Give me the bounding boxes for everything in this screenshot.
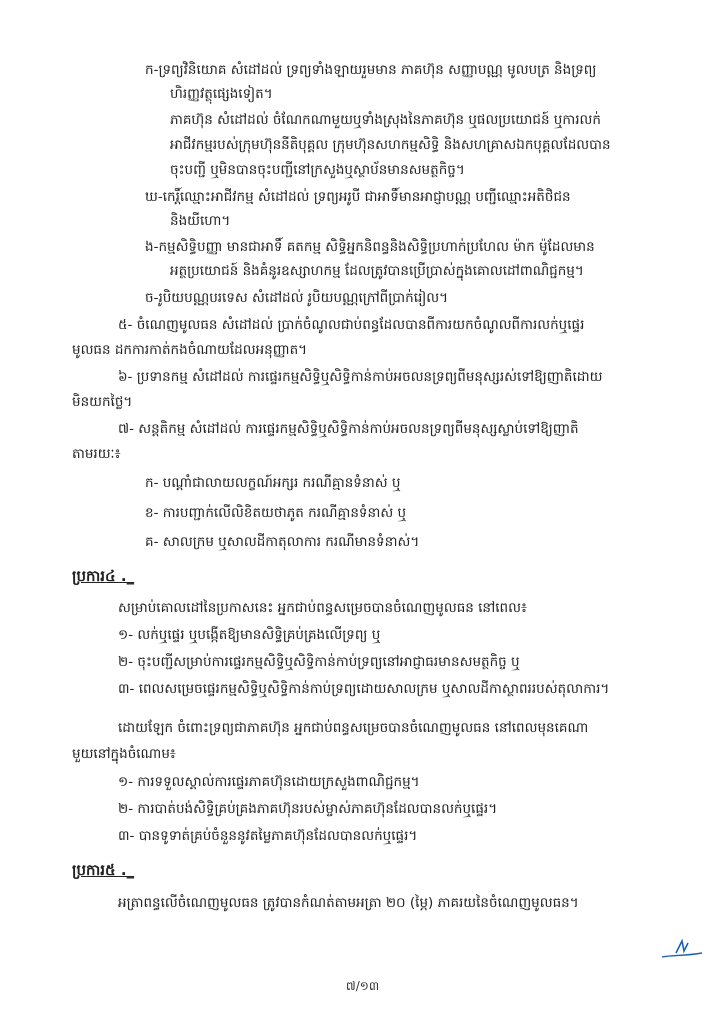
item-ngo: ង-កម្មសិទ្ធិបញ្ញា មានជាអាទិ៍ គតកម្ម សិទ្ធិអ្នកនិពន្ធនិងសិទ្ធិប្រហាក់ប្រហែល ម៉ាក ម៉ូដែលមាន (145, 239, 595, 255)
item-cha: ច-រូបិយបណ្ណបរទេស សំដៅដល់ រូបិយបណ្ណក្រៅពីប្រាក់រៀល។ (145, 290, 449, 306)
initial-signature-icon (660, 935, 704, 961)
article-4-special-cont: មួយនៅក្នុងចំណោម៖ (72, 746, 176, 762)
definition-7: ៧- សន្តតិកម្ម សំដៅដល់ ការផ្ទេរកម្មសិទ្ធិឬសិទ្ធិកាន់កាប់អចលនទ្រព្យពីមនុស្សស្លាប់ទៅឱ្យញាតិ (118, 421, 579, 437)
shares-definition-3: ចុះបញ្ជី ឬមិនបានចុះបញ្ជីនៅក្រសួងឬស្ថាប័នមានសមត្ថកិច្ច។ (170, 162, 465, 178)
article-4-heading: ប្រការ៤ ._ (72, 567, 135, 585)
shares-definition-2: អាជីវកម្មរបស់ក្រុមហ៊ុននីតិបុគ្គល ក្រុមហ៊ុនសហកម្មសិទ្ធិ និងសហគ្រាសឯកបុគ្គលដែលបាន (170, 137, 611, 153)
article-4-share-item-3: ៣- បានទូទាត់គ្រប់ចំនួននូវតម្លៃភាគហ៊ុនដែលបានលក់ឬផ្ទេរ។ (118, 828, 418, 844)
item-kho-cont: និងយីហោ។ (170, 213, 231, 229)
article-4-item-1: ១- លក់ឬផ្ទេរ ឬបង្កើតឱ្យមានសិទ្ធិគ្រប់គ្រងលើទ្រព្យ ឬ (118, 627, 381, 643)
item-kho: ឃ-កេរ្តិ៍ឈ្មោះអាជីវកម្ម សំដៅដល់ ទ្រព្យអរូបី ជាអាទិ៍មានអាជ្ញាបណ្ណ បញ្ជីឈ្មោះអតិថិជន (145, 189, 571, 205)
definition-6-cont: មិនយកថ្លៃ។ (72, 394, 133, 410)
article-4-special: ដោយឡែក ចំពោះទ្រព្យជាភាគហ៊ុន អ្នកជាប់ពន្ធសម្រេចបានចំណេញមូលធន នៅពេលមុនគេណា (118, 720, 589, 736)
article-5-heading: ប្រការ៥ ._ (72, 861, 135, 879)
article-4-share-item-1: ១- ការទទួលស្គាល់ការផ្ទេរភាគហ៊ុនដោយក្រសួងពាណិជ្ជកម្ម។ (118, 774, 420, 790)
sub-item-ko: គ- សាលក្រម ឬសាលដីកាតុលាការ ករណីមានទំនាស់។ (145, 534, 420, 550)
article-5-text: អត្រាពន្ធលើចំណេញមូលធន ត្រូវបានកំណត់តាមអត្រា ២០ (ម្ភៃ) ភាគរយនៃចំណេញមូលធន។ (118, 895, 579, 911)
item-ngo-cont: អត្ថប្រយោជន៍ និងគំនូរឧស្សាហកម្ម ដែលត្រូវបានប្រើប្រាស់ក្នុងគោលដៅពាណិជ្ជកម្ម។ (170, 263, 584, 279)
page-number: ៧/១៣ (345, 979, 380, 993)
definition-7-cont: តាមរយៈ៖ (72, 446, 121, 462)
article-4-share-item-2: ២- ការបាត់បង់សិទ្ធិគ្រប់គ្រងភាគហ៊ុនរបស់ម្ចាស់ភាគហ៊ុនដែលបានលក់ឬផ្ទេរ។ (118, 801, 498, 817)
article-4-item-2: ២- ចុះបញ្ជីសម្រាប់ការផ្ទេរកម្មសិទ្ធិឬសិទ្ធិកាន់កាប់ទ្រព្យនៅអាជ្ញាធរមានសមត្ថកិច្ច ឬ (118, 654, 520, 670)
definition-5-cont: មូលធន ដកការកាត់កងចំណាយដែលអនុញ្ញាត។ (72, 342, 308, 358)
item-ka: ក-ទ្រព្យវិនិយោគ សំដៅដល់ ទ្រព្យទាំងឡាយរួមមាន ភាគហ៊ុន សញ្ញាបណ្ណ មូលបត្រ និងទ្រព្យ (145, 62, 597, 78)
sub-item-ka: ក- បណ្តាំជាលាយលក្ខណ៍អក្សរ ករណីគ្មានទំនាស់ ឬ (145, 475, 401, 491)
shares-definition-1: ភាគហ៊ុន សំដៅដល់ ចំណែកណាមួយឬទាំងស្រុងនៃភាគហ៊ុន ឬផលប្រយោជន៍ ឬការលក់ (170, 112, 601, 128)
sub-item-kha: ខ- ការបញ្ជាក់លើលិខិតយថាភូត ករណីគ្មានទំនាស់ ឬ (145, 505, 407, 521)
article-4-intro: សម្រាប់គោលដៅនៃប្រកាសនេះ អ្នកជាប់ពន្ធសម្រេចបានចំណេញមូលធន នៅពេល៖ (118, 600, 527, 616)
definition-6: ៦- ប្រទានកម្ម សំដៅដល់ ការផ្ទេរកម្មសិទ្ធិឬសិទ្ធិកាន់កាប់អចលនទ្រព្យពីមនុស្សរស់ទៅឱ្យញាតិដោយ (118, 369, 603, 385)
definition-5: ៥- ចំណេញមូលធន សំដៅដល់ ប្រាក់ចំណូលជាប់ពន្ធដែលបានពីការយកចំណូលពីការលក់ឬផ្ទេរ (118, 317, 585, 333)
article-4-item-3: ៣- ពេលសម្រេចផ្ទេរកម្មសិទ្ធិឬសិទ្ធិកាន់កាប់ទ្រព្យដោយសាលក្រម ឬសាលដីកាស្ថាពររបស់តុលាការ។ (118, 681, 610, 697)
item-ka-cont: ហិរញ្ញវត្ថុផ្សេងទៀត។ (170, 86, 273, 102)
